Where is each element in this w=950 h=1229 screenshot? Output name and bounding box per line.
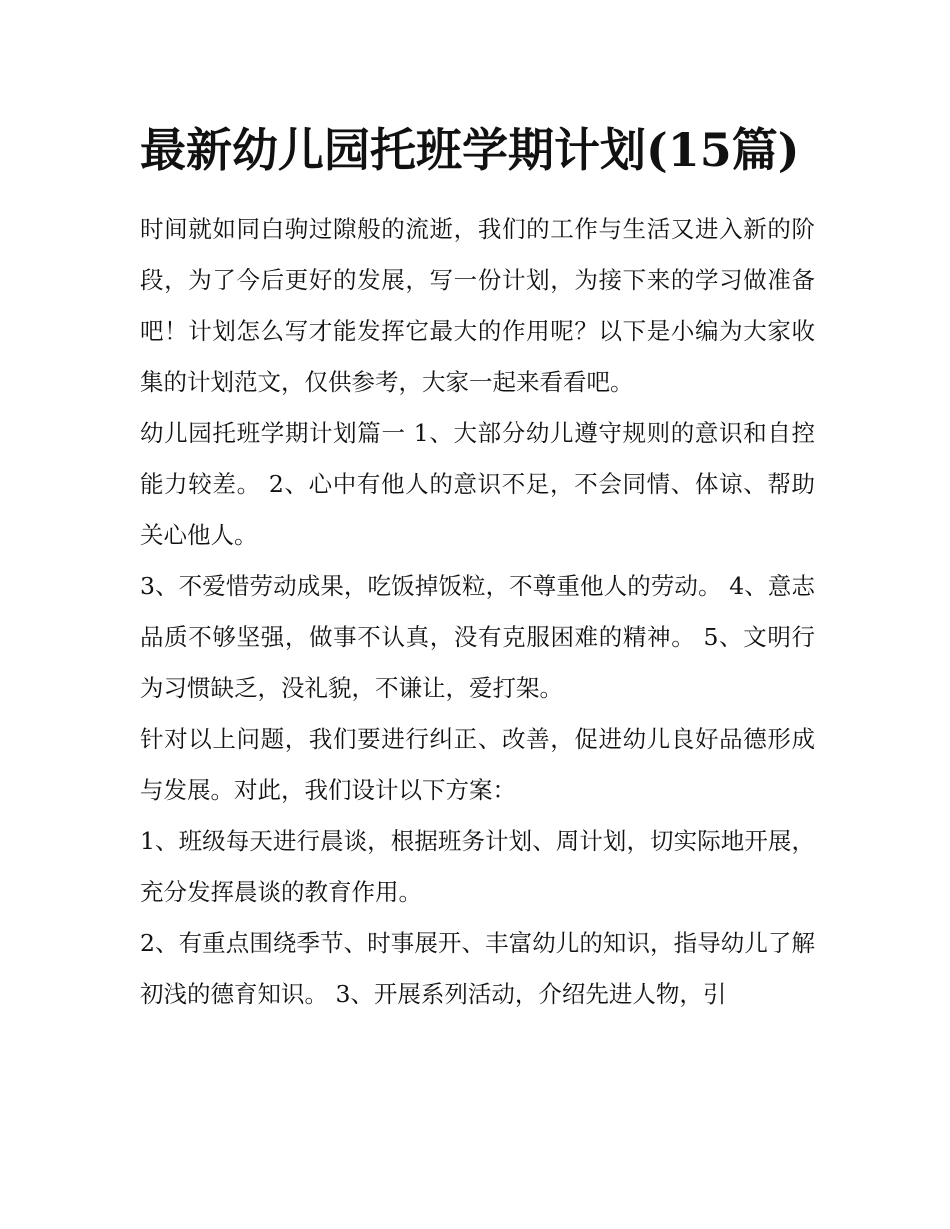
document-title: 最新幼儿园托班学期计划(15篇) [140, 123, 800, 177]
paragraph-issues-3-5: 3、不爱惜劳动成果，吃饭掉饭粒，不尊重他人的劳动。 4、意志品质不够坚强，做事不认真，没有克服困难的精神。 5、文明行为习惯缺乏，没礼貌，不谦让，爱打架。 [140, 572, 815, 702]
paragraph-intro: 时间就如同白驹过隙般的流逝，我们的工作与生活又进入新的阶段，为了今后更好的发展，写一份计划，为接下来的学习做准备吧！计划怎么写才能发挥它最大的作用呢？以下是小编为大家收集的计划范文，仅供参考，大家一起来看看吧。 [140, 215, 815, 396]
paragraph-issues-1-2: 幼儿园托班学期计划篇一 1、大部分幼儿遵守规则的意识和自控能力较差。 2、心中有他人的意识不足，不会同情、体谅、帮助关心他人。 [140, 419, 815, 549]
paragraph-response: 针对以上问题，我们要进行纠正、改善，促进幼儿良好品德形成与发展。对此，我们设计以下方案： [140, 725, 815, 804]
paragraph-plan-2-3: 2、有重点围绕季节、时事展开、丰富幼儿的知识，指导幼儿了解初浅的德育知识。 3、开展系列活动，介绍先进人物，引 [140, 929, 815, 1008]
document-page [140, 112, 815, 1020]
paragraph-plan-1: 1、班级每天进行晨谈，根据班务计划、周计划，切实际地开展，充分发挥晨谈的教育作用。 [140, 827, 815, 906]
